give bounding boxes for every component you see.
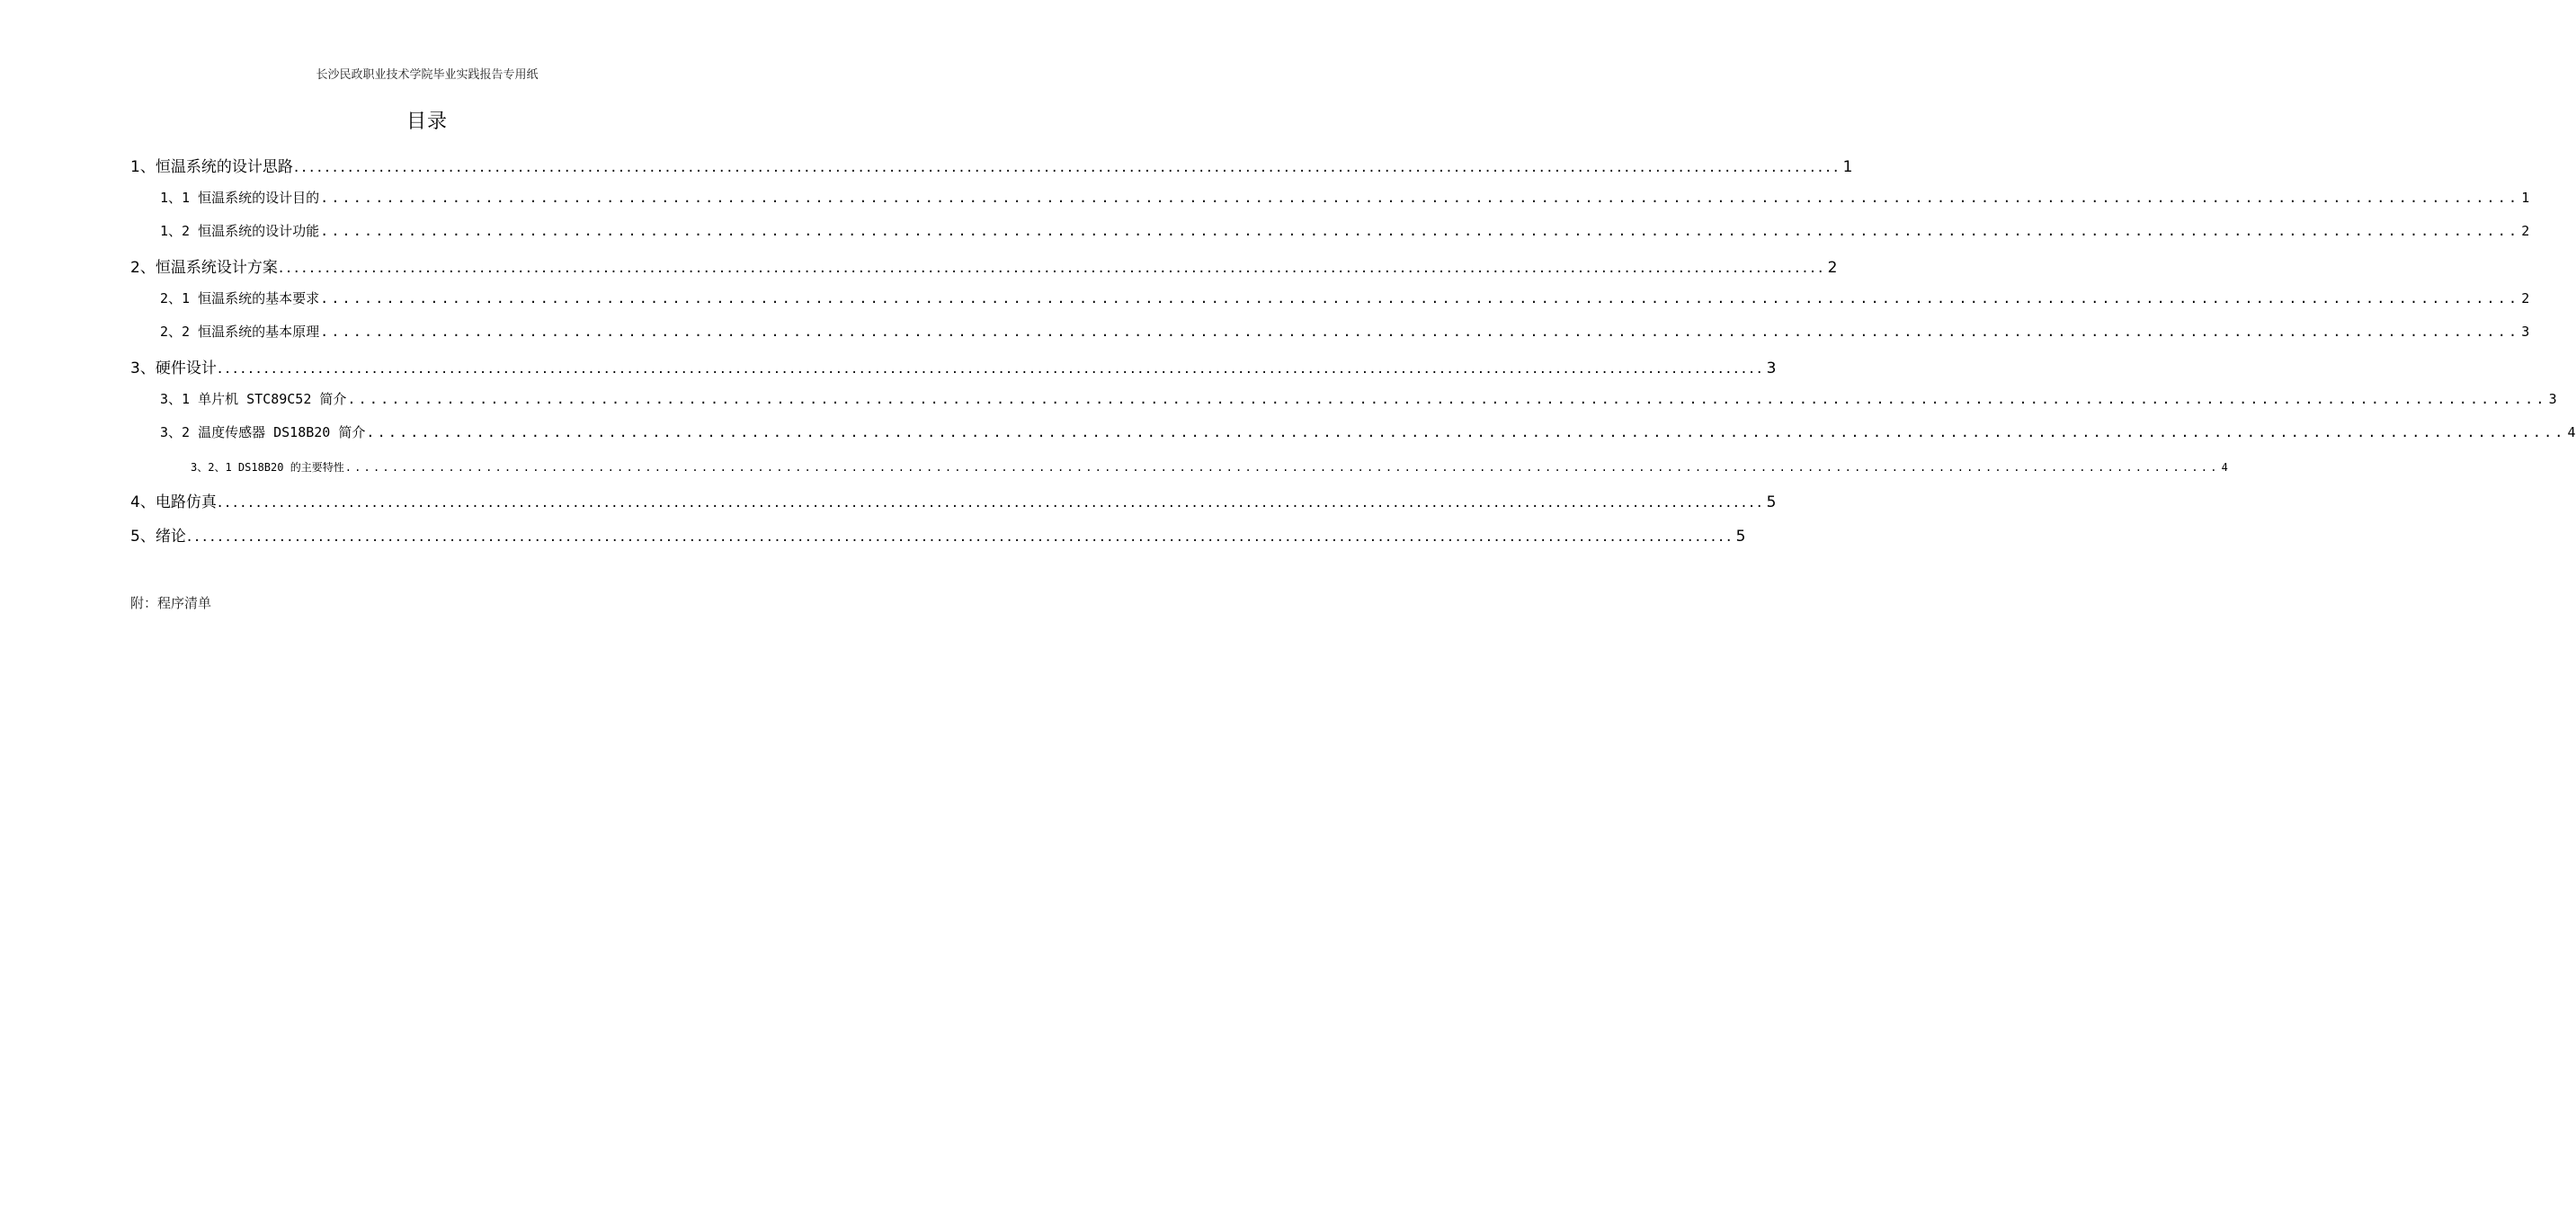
toc-page-number: 3 [1766,360,1777,378]
toc-entry[interactable] [160,322,2530,341]
toc-leader-dots: ........................................................................................................................................................................................................ [347,391,2547,407]
toc-page-number: 2 [2521,223,2530,239]
toc-page-number: 2 [2521,290,2530,306]
toc-page-number: 1 [2521,190,2530,206]
appendix-note: 附：程序清单 [130,595,212,611]
toc-entry-title: 3、2 温度传感器 DS18B20 简介 [160,424,366,440]
toc-entry-title: 1、1 恒温系统的设计目的 [160,190,320,206]
toc-entry[interactable] [191,459,2228,475]
toc-entry[interactable] [130,154,1853,176]
toc-entry-title: 4、电路仿真 [130,493,217,511]
toc-page-number: 4 [2221,461,2228,474]
toc-entry[interactable] [160,188,2530,207]
toc-page-number: 4 [2567,424,2576,440]
toc-leader-dots: ........................................................................................................................................................................................................ [293,158,1841,176]
toc-entry-title: 3、硬件设计 [130,360,217,378]
toc-page-number: 5 [1735,528,1746,546]
toc-entry-title: 3、2、1 DS18B20 的主要特性 [191,461,344,474]
toc-entry-title: 1、恒温系统的设计思路 [130,158,293,176]
toc-entry[interactable] [130,254,1838,277]
toc-entry-title: 5、绪论 [130,528,186,546]
toc-leader-dots: ........................................................................................................................................................................................................ [320,324,2520,340]
page-header: 长沙民政职业技术学院毕业实践报告专用纸 [316,68,539,82]
toc-entry-title: 2、1 恒温系统的基本要求 [160,290,320,306]
toc-entry-title: 3、1 单片机 STC89C52 简介 [160,391,347,407]
toc-leader-dots: ........................................................................................................................................................................................................ [186,528,1734,546]
toc-page-number: 1 [1842,158,1853,176]
table-of-contents [0,0,2576,575]
toc-page-number: 5 [1766,493,1777,511]
toc-leader-dots: ........................................................................................................................................................................................................ [217,360,1765,378]
toc-entry[interactable] [130,523,1746,546]
toc-entry[interactable] [160,389,2557,408]
toc-page-number: 2 [1827,259,1838,277]
toc-entry[interactable] [160,289,2530,307]
toc-leader-dots: ........................................................................................................................................................................................................ [344,461,2220,474]
toc-entry-title: 2、恒温系统设计方案 [130,259,278,277]
toc-entry[interactable] [160,221,2530,240]
toc-leader-dots: ........................................................................................................................................................................................................ [217,493,1765,511]
toc-leader-dots: ........................................................................................................................................................................................................ [320,223,2520,239]
toc-entry[interactable] [130,355,1777,378]
toc-entry-title: 1、2 恒温系统的设计功能 [160,223,320,239]
toc-entry[interactable] [130,489,1777,511]
toc-leader-dots: ........................................................................................................................................................................................................ [320,190,2520,206]
toc-entry[interactable] [160,422,2576,441]
toc-page-number: 3 [2548,391,2557,407]
toc-entry-title: 2、2 恒温系统的基本原理 [160,324,320,340]
page-title: 目录 [406,111,448,133]
toc-leader-dots: ........................................................................................................................................................................................................ [278,259,1826,277]
toc-page-number: 3 [2521,324,2530,340]
toc-leader-dots: ........................................................................................................................................................................................................ [320,290,2520,306]
toc-leader-dots: ........................................................................................................................................................................................................ [366,424,2566,440]
